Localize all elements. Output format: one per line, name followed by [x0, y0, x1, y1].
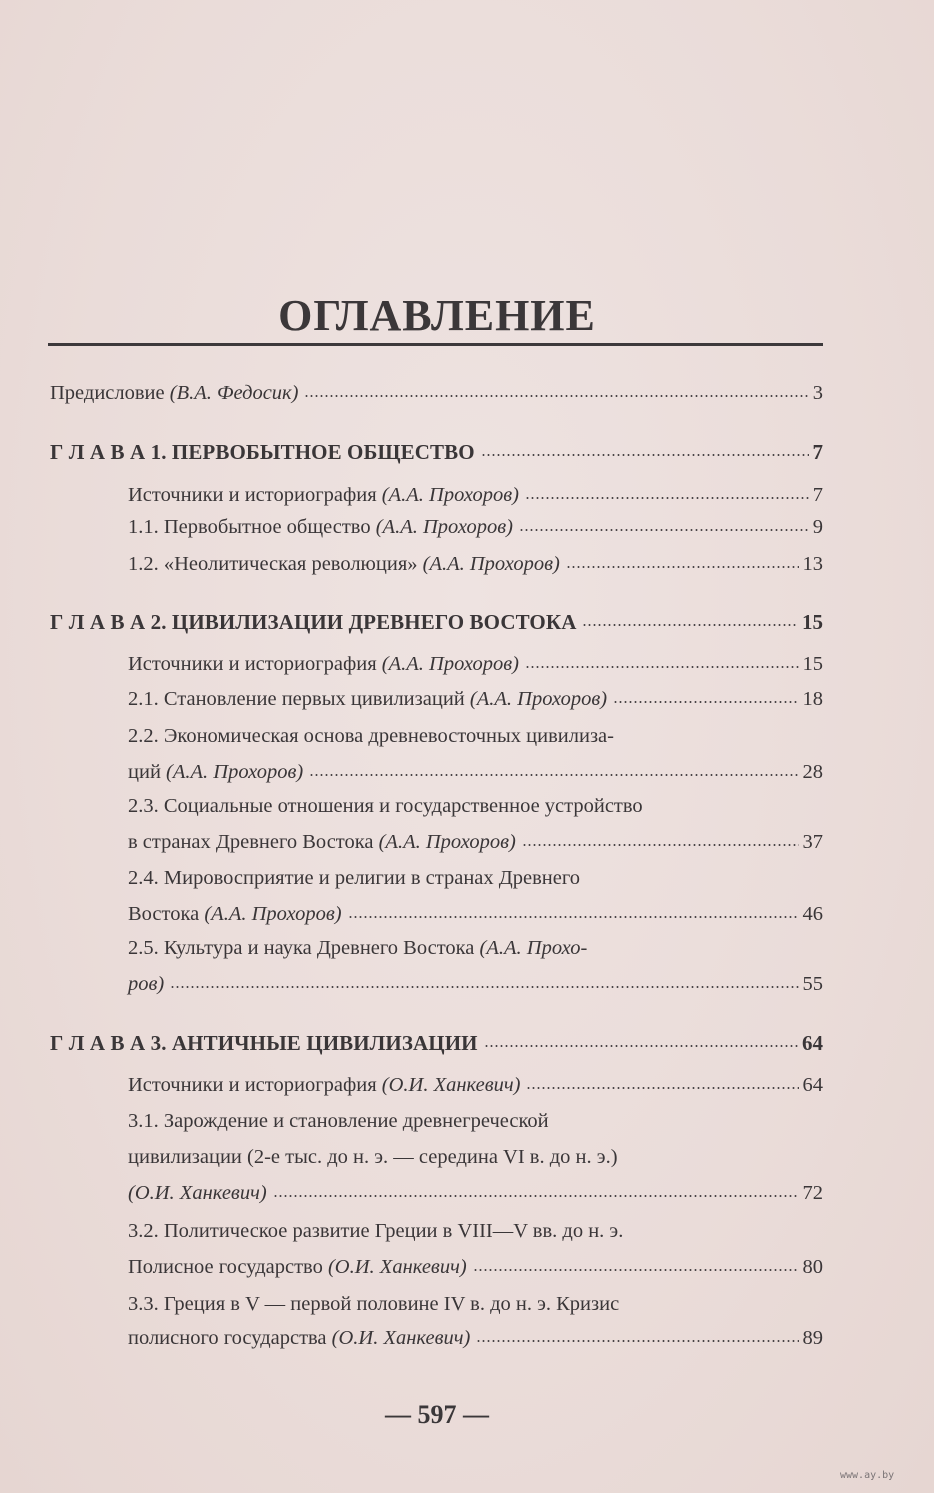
entry-author: (В.А. Федосик)	[169, 382, 299, 404]
chapter-title: Г Л А В А 3. АНТИЧНЫЕ ЦИВИЛИЗАЦИИ	[50, 1031, 478, 1055]
entry-first-line: 2.2. Экономическая основа древневосточных цивилиза-	[128, 725, 614, 747]
dot-leader	[273, 1179, 799, 1200]
entry-title: Источники и историография	[128, 484, 382, 506]
chapter-heading-3	[50, 1028, 823, 1058]
dot-leader	[522, 828, 799, 849]
entry-page: 80	[802, 1256, 823, 1278]
dot-leader	[525, 650, 799, 671]
entry-first-line: 2.3. Социальные отношения и государственное устройство	[128, 795, 643, 817]
entry-title: 1.1. Первобытное общество	[128, 516, 376, 538]
entry-author: (О.И. Ханкевич)	[331, 1327, 471, 1349]
chapter-heading-2	[50, 607, 823, 637]
toc-entry	[128, 1178, 823, 1208]
entry-author: ров)	[128, 973, 165, 995]
chapter-page: 15	[802, 610, 823, 634]
toc-entry	[128, 757, 823, 787]
dot-leader	[566, 550, 799, 571]
entry-page: 15	[802, 653, 823, 675]
dot-leader	[348, 900, 799, 921]
entry-page: 7	[812, 484, 823, 506]
dot-leader	[526, 1071, 798, 1092]
entry-page: 28	[802, 761, 823, 783]
toc-entry	[128, 512, 823, 542]
entry-author: (А.А. Прохо-	[479, 937, 588, 959]
entry-first-line: 3.1. Зарождение и становление древнегреческой	[128, 1110, 549, 1132]
entry-page: 89	[802, 1327, 823, 1349]
entry-page: 46	[802, 903, 823, 925]
entry-title: Предисловие	[50, 382, 170, 404]
entry-author: (А.А. Прохоров)	[378, 831, 516, 853]
chapter-title: Г Л А В А 1. ПЕРВОБЫТНОЕ ОБЩЕСТВО	[50, 440, 475, 464]
toc-entry	[128, 684, 823, 714]
dot-leader	[613, 685, 798, 706]
dot-leader	[525, 481, 809, 502]
entry-first-line: 3.3. Греция в V — первой половине IV в. до н. э. Кризис	[128, 1293, 620, 1315]
page-number: — 597 —	[385, 1400, 489, 1429]
entry-page: 18	[802, 688, 823, 710]
entry-first-line	[128, 933, 823, 963]
entry-title: ций	[128, 761, 167, 783]
toc-entry	[128, 1252, 823, 1282]
entry-author: (А.А. Прохоров)	[375, 516, 513, 538]
entry-author: (А.А. Прохоров)	[381, 484, 519, 506]
entry-title: Источники и историография	[128, 653, 382, 675]
entry-title: полисного государства	[128, 1327, 332, 1349]
page-title: ОГЛАВЛЕНИЕ	[278, 291, 596, 340]
dot-leader	[476, 1324, 798, 1345]
entry-author: (О.И. Ханкевич)	[327, 1256, 467, 1278]
dot-leader	[473, 1253, 799, 1274]
entry-page: 9	[812, 516, 823, 538]
entry-page: 3	[812, 382, 823, 404]
entry-page: 72	[802, 1182, 823, 1204]
entry-title: 1.2. «Неолитическая революция»	[128, 553, 423, 575]
dot-leader	[484, 1029, 798, 1050]
entry-first-line: 2.4. Мировосприятие и религии в странах Древнего	[128, 867, 581, 889]
entry-title: Источники и историография	[128, 1074, 382, 1096]
entry-author: (О.И. Ханкевич)	[381, 1074, 521, 1096]
entry-author: (О.И. Ханкевич)	[128, 1182, 267, 1204]
dot-leader	[519, 513, 809, 534]
entry-author: (А.А. Прохоров)	[469, 688, 608, 710]
entry-page: 64	[802, 1074, 823, 1096]
watermark: www.ay.by	[840, 1470, 895, 1481]
entry-author: (А.А. Прохоров)	[204, 903, 342, 925]
toc-entry	[128, 969, 823, 999]
entry-first-line: 3.2. Политическое развитие Греции в VIII—V вв. до н. э.	[128, 1220, 624, 1242]
entry-second-line: цивилизации (2-е тыс. до н. э. — середина VI в. до н. э.)	[128, 1146, 618, 1168]
dot-leader	[170, 970, 798, 991]
entry-page: 55	[802, 973, 823, 995]
entry-title: в странах Древнего Востока	[128, 831, 379, 853]
entry-title: 2.1. Становление первых цивилизаций	[128, 688, 470, 710]
entry-author: (А.А. Прохоров)	[381, 653, 519, 675]
entry-title: Востока	[128, 903, 205, 925]
entry-author: (А.А. Прохоров)	[422, 553, 560, 575]
toc-entry	[128, 480, 823, 510]
dot-leader	[309, 758, 798, 779]
toc-entry	[128, 1323, 823, 1353]
chapter-heading-1	[50, 437, 823, 467]
toc-entry	[128, 649, 823, 679]
entry-title: Полисное государство	[128, 1256, 328, 1278]
dot-leader	[481, 438, 809, 459]
entry-author: (А.А. Прохоров)	[166, 761, 304, 783]
entry-title: 2.5. Культура и наука Древнего Востока	[128, 937, 480, 959]
dot-leader	[582, 608, 798, 629]
entry-page: 37	[802, 831, 823, 853]
toc-entry	[128, 827, 823, 857]
dot-leader	[304, 379, 808, 400]
toc-entry	[128, 549, 823, 579]
toc-entry-preface	[50, 378, 823, 408]
chapter-page: 7	[812, 440, 823, 464]
chapter-title: Г Л А В А 2. ЦИВИЛИЗАЦИИ ДРЕВНЕГО ВОСТОКА	[50, 610, 577, 634]
entry-page: 13	[802, 553, 823, 575]
toc-entry	[128, 899, 823, 929]
chapter-page: 64	[802, 1031, 823, 1055]
toc-entry	[128, 1070, 823, 1100]
title-rule	[48, 343, 823, 346]
